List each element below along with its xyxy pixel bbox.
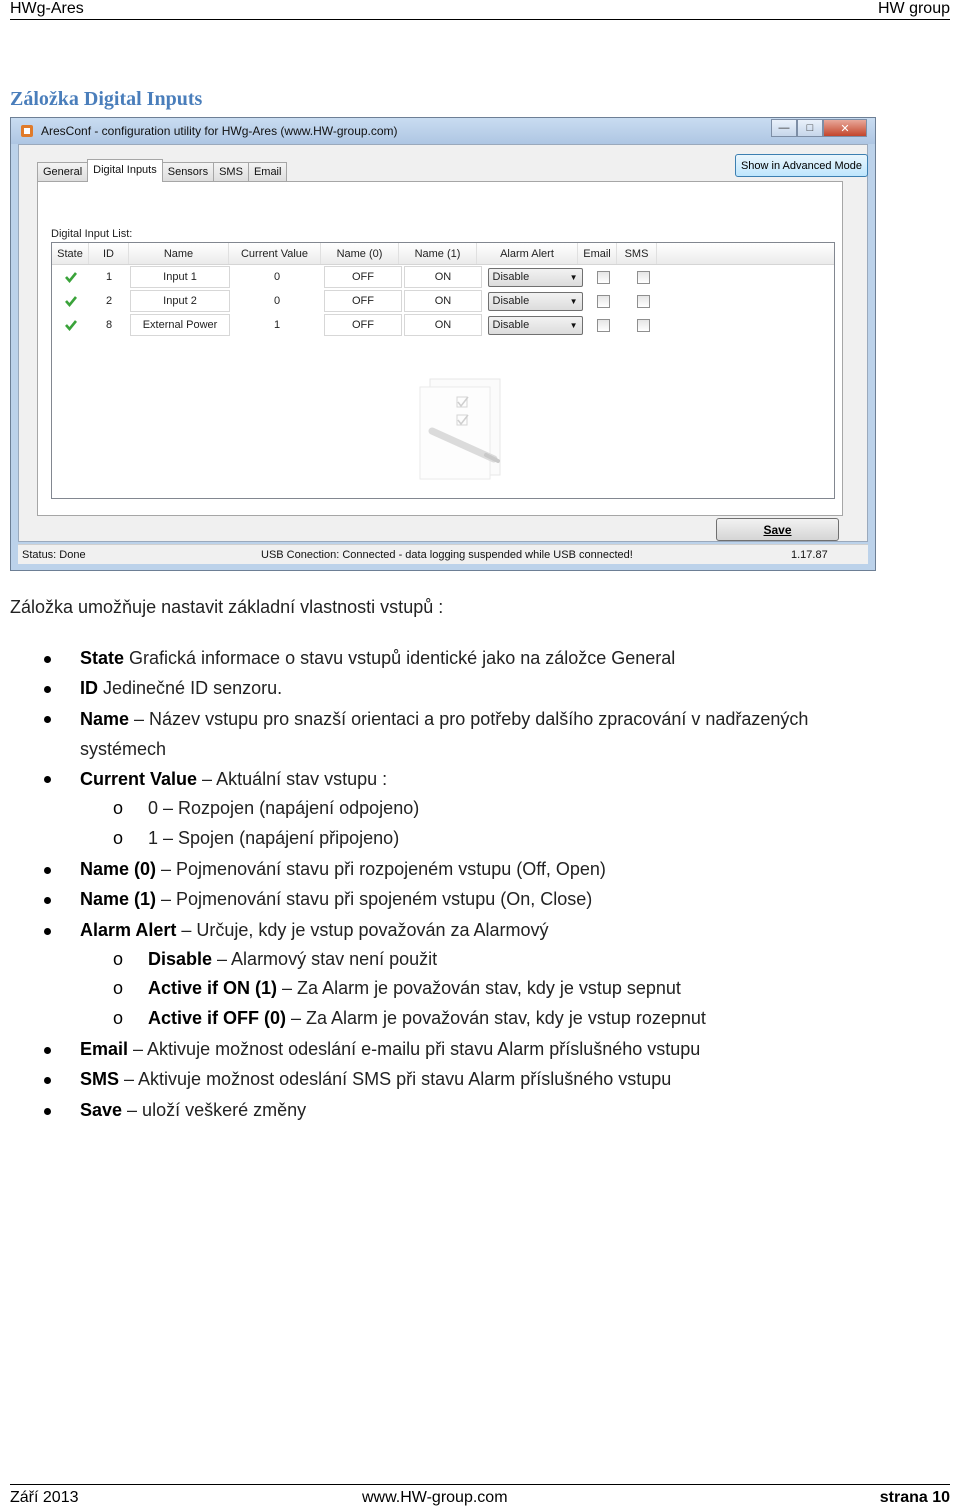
cell-id: 1 bbox=[105, 271, 113, 283]
page-header bbox=[10, 0, 950, 20]
title-bar bbox=[11, 118, 875, 144]
chevron-down-icon: ▼ bbox=[569, 320, 578, 330]
col-current-value[interactable]: Current Value bbox=[229, 243, 321, 264]
sub-item: Disable – Alarmový stav není použit bbox=[148, 949, 438, 969]
table-row[interactable] bbox=[52, 265, 834, 289]
list-item: Name – Název vstupu pro snazší orientaci a pro potřeby dalšího zpracování v nadřazených bbox=[80, 709, 809, 729]
sub-item: 0 – Rozpojen (napájení odpojeno) bbox=[148, 798, 420, 818]
chevron-down-icon: ▼ bbox=[569, 272, 578, 282]
list-item: Name (0) – Pojmenování stavu při rozpojeném vstupu (Off, Open) bbox=[80, 859, 606, 879]
circle-bullet-icon: o bbox=[113, 828, 124, 848]
tab-strip bbox=[37, 159, 286, 182]
col-name0[interactable]: Name (0) bbox=[321, 243, 399, 264]
list-item: State Grafická informace o stavu vstupů identické jako na záložce General bbox=[80, 648, 676, 668]
table-row[interactable] bbox=[52, 313, 834, 337]
digital-input-grid bbox=[51, 242, 835, 499]
intro-text: Záložka umožňuje nastavit základní vlastnosti vstupů : bbox=[10, 597, 444, 617]
bullet-icon bbox=[44, 686, 51, 693]
app-icon bbox=[19, 123, 35, 139]
sub-item: 1 – Spojen (napájení připojeno) bbox=[148, 828, 400, 848]
status-bar bbox=[18, 544, 868, 564]
col-sms[interactable]: SMS bbox=[617, 243, 657, 264]
save-button[interactable] bbox=[716, 518, 839, 541]
cell-name[interactable]: Input 2 bbox=[130, 290, 230, 312]
sms-checkbox[interactable] bbox=[637, 271, 650, 284]
minimize-icon[interactable]: — bbox=[771, 119, 797, 137]
col-name[interactable]: Name bbox=[129, 243, 229, 264]
list-item-continuation: systémech bbox=[80, 739, 167, 759]
cell-current-value: 1 bbox=[273, 319, 281, 331]
col-state[interactable]: State bbox=[52, 243, 89, 264]
bullet-icon bbox=[44, 776, 51, 783]
sub-item: Active if ON (1) – Za Alarm je považován stav, kdy je vstup sepnut bbox=[148, 978, 681, 998]
col-alarm-alert[interactable]: Alarm Alert bbox=[477, 243, 578, 264]
section-title: Záložka Digital Inputs bbox=[10, 88, 203, 110]
cell-current-value: 0 bbox=[273, 295, 281, 307]
table-row[interactable] bbox=[52, 289, 834, 313]
grid-header bbox=[52, 243, 834, 265]
col-email[interactable]: Email bbox=[578, 243, 617, 264]
cell-name1[interactable]: ON bbox=[404, 314, 482, 336]
bullet-icon bbox=[44, 656, 51, 663]
list-item: Save – uloží veškeré změny bbox=[80, 1100, 307, 1120]
header-left: HWg-Ares bbox=[10, 0, 84, 17]
sms-checkbox[interactable] bbox=[637, 295, 650, 308]
list-item: Name (1) – Pojmenování stavu při spojeném vstupu (On, Close) bbox=[80, 889, 593, 909]
bullet-icon bbox=[44, 928, 51, 935]
tab-panel bbox=[37, 181, 843, 516]
page-footer bbox=[10, 1484, 950, 1510]
maximize-icon[interactable]: □ bbox=[797, 119, 823, 137]
list-item: Email – Aktivuje možnost odeslání e-mailu při stavu Alarm příslušného vstupu bbox=[80, 1039, 701, 1059]
state-check-icon bbox=[52, 289, 89, 313]
col-id[interactable]: ID bbox=[89, 243, 129, 264]
cell-current-value: 0 bbox=[273, 271, 281, 283]
circle-bullet-icon: o bbox=[113, 949, 124, 969]
save-button-label: Save bbox=[763, 522, 792, 537]
app-window bbox=[10, 117, 876, 571]
cell-name1[interactable]: ON bbox=[404, 266, 482, 288]
tab-sms[interactable]: SMS bbox=[213, 162, 249, 182]
tab-email[interactable]: Email bbox=[248, 162, 288, 182]
status-text: Status: Done bbox=[22, 548, 86, 561]
col-name1[interactable]: Name (1) bbox=[399, 243, 477, 264]
footer-page-number: strana 10 bbox=[879, 1488, 950, 1506]
bullet-icon bbox=[44, 867, 51, 874]
alarm-alert-dropdown[interactable] bbox=[488, 316, 583, 335]
sub-item: Active if OFF (0) – Za Alarm je považován stav, kdy je vstup rozepnut bbox=[148, 1008, 706, 1028]
bullet-icon bbox=[44, 1077, 51, 1084]
dropdown-value: Disable bbox=[492, 319, 530, 331]
cell-name0[interactable]: OFF bbox=[324, 290, 402, 312]
state-check-icon bbox=[52, 265, 89, 289]
tab-general[interactable]: General bbox=[37, 162, 88, 182]
list-item: SMS – Aktivuje možnost odeslání SMS při stavu Alarm příslušného vstupu bbox=[80, 1069, 672, 1089]
bullet-icon bbox=[44, 1108, 51, 1115]
window-client bbox=[18, 144, 868, 542]
checklist-watermark-icon bbox=[412, 373, 512, 488]
email-checkbox[interactable] bbox=[597, 271, 610, 284]
cell-name0[interactable]: OFF bbox=[324, 266, 402, 288]
circle-bullet-icon: o bbox=[113, 798, 124, 818]
version-text: 1.17.87 bbox=[791, 548, 828, 561]
list-item: Alarm Alert – Určuje, kdy je vstup považován za Alarmový bbox=[80, 920, 549, 940]
dropdown-value: Disable bbox=[492, 295, 530, 307]
bullet-icon bbox=[44, 716, 51, 723]
circle-bullet-icon: o bbox=[113, 1008, 124, 1028]
close-icon[interactable]: ✕ bbox=[823, 119, 867, 137]
dropdown-value: Disable bbox=[492, 271, 530, 283]
show-advanced-mode-button[interactable]: Show in Advanced Mode bbox=[735, 154, 868, 177]
cell-name[interactable]: External Power bbox=[130, 314, 230, 336]
cell-name1[interactable]: ON bbox=[404, 290, 482, 312]
email-checkbox[interactable] bbox=[597, 319, 610, 332]
state-check-icon bbox=[52, 313, 89, 337]
footer-website[interactable]: www.HW-group.com bbox=[362, 1488, 508, 1506]
footer-date: Září 2013 bbox=[10, 1488, 79, 1506]
cell-id: 8 bbox=[105, 319, 113, 331]
list-item: Current Value – Aktuální stav vstupu : bbox=[80, 769, 388, 789]
sms-checkbox[interactable] bbox=[637, 319, 650, 332]
cell-id: 2 bbox=[105, 295, 113, 307]
bullet-icon bbox=[44, 1047, 51, 1054]
header-right: HW group bbox=[877, 0, 950, 17]
email-checkbox[interactable] bbox=[597, 295, 610, 308]
tab-sensors[interactable]: Sensors bbox=[162, 162, 214, 182]
cell-name[interactable]: Input 1 bbox=[130, 266, 230, 288]
alarm-alert-dropdown[interactable] bbox=[488, 268, 583, 287]
alarm-alert-dropdown[interactable] bbox=[488, 292, 583, 311]
list-item: ID Jedinečné ID senzoru. bbox=[80, 678, 283, 698]
cell-name0[interactable]: OFF bbox=[324, 314, 402, 336]
usb-status-text: USB Conection: Connected - data logging suspended while USB connected! bbox=[261, 548, 633, 561]
chevron-down-icon: ▼ bbox=[569, 296, 578, 306]
tab-digital-inputs[interactable]: Digital Inputs bbox=[87, 159, 163, 182]
window-title: AresConf - configuration utility for HWg-Ares (www.HW-group.com) bbox=[41, 124, 398, 138]
bullet-icon bbox=[44, 897, 51, 904]
list-label: Digital Input List: bbox=[51, 228, 133, 240]
circle-bullet-icon: o bbox=[113, 978, 124, 998]
